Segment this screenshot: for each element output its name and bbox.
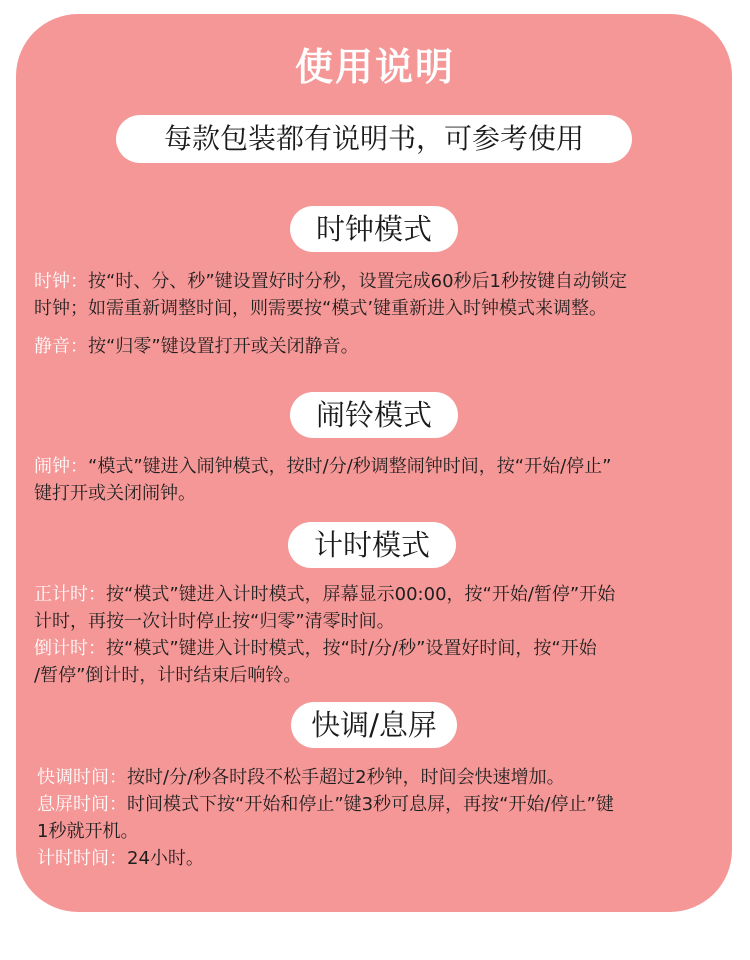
quick-adjust-item [37, 764, 721, 791]
subtitle-pill: 每款包装都有说明书，可参考使用 [116, 115, 632, 163]
count-down-label: 倒计时： [34, 638, 106, 659]
section-heading-timer-mode: 计时模式 [288, 522, 456, 568]
mute-text: 按“归零”键设置打开或关闭静音。 [88, 336, 359, 357]
count-up-text-line-1: 按“模式”键进入计时模式，屏幕显示00:00，按“开始/暂停”开始 [106, 584, 616, 605]
count-up-item-line-1 [34, 581, 718, 608]
quick-adjust-text: 按时/分/秒各时段不松手超过2秒钟，时间会快速增加。 [127, 767, 565, 788]
page-title: 使用说明 [294, 45, 455, 89]
clock-text-line-2: 时钟；如需重新调整时间，则需要按“模式’键重新进入时钟模式来调整。 [34, 298, 608, 319]
section-heading-clock-mode: 时钟模式 [290, 206, 458, 252]
clock-text-line-1: 按“时、分、秒”键设置好时分秒，设置完成60秒后1秒按键自动锁定 [88, 271, 628, 292]
count-down-text-line-2: /暂停”倒计时，计时结束后响铃。 [34, 665, 302, 686]
alarm-text-line-1: “模式”键进入闹钟模式，按时/分/秒调整闹钟时间，按“开始/停止” [88, 456, 612, 477]
count-down-text-line-1: 按“模式”键进入计时模式，按“时/分/秒”设置好时间，按“开始 [106, 638, 597, 659]
screen-off-item-line-1 [37, 791, 721, 818]
count-down-item-line-1 [34, 635, 718, 662]
mute-label: 静音： [34, 336, 88, 357]
screen-off-label: 息屏时间： [37, 794, 127, 815]
alarm-text-line-2: 键打开或关闭闹钟。 [34, 483, 196, 504]
alarm-item-line-1 [34, 453, 718, 480]
section-heading-quick-adjust: 快调/息屏 [291, 702, 457, 748]
count-up-text-line-2: 计时，再按一次计时停止按“归零”清零时间。 [34, 611, 395, 632]
clock-item-line-1 [34, 268, 718, 295]
section-heading-alarm-mode: 闹铃模式 [290, 392, 458, 438]
screen-off-text-line-2: 1秒就开机。 [37, 821, 139, 842]
screen-off-text-line-1: 时间模式下按“开始和停止”键3秒可息屏，再按“开始/停止”键 [127, 794, 614, 815]
clock-label: 时钟： [34, 271, 88, 292]
alarm-label: 闹钟： [34, 456, 88, 477]
mute-item [34, 333, 718, 360]
timing-range-item [37, 845, 721, 872]
quick-adjust-label: 快调时间： [37, 767, 127, 788]
timing-range-text: 24小时。 [127, 848, 204, 869]
count-up-label: 正计时： [34, 584, 106, 605]
timing-range-label: 计时时间： [37, 848, 127, 869]
